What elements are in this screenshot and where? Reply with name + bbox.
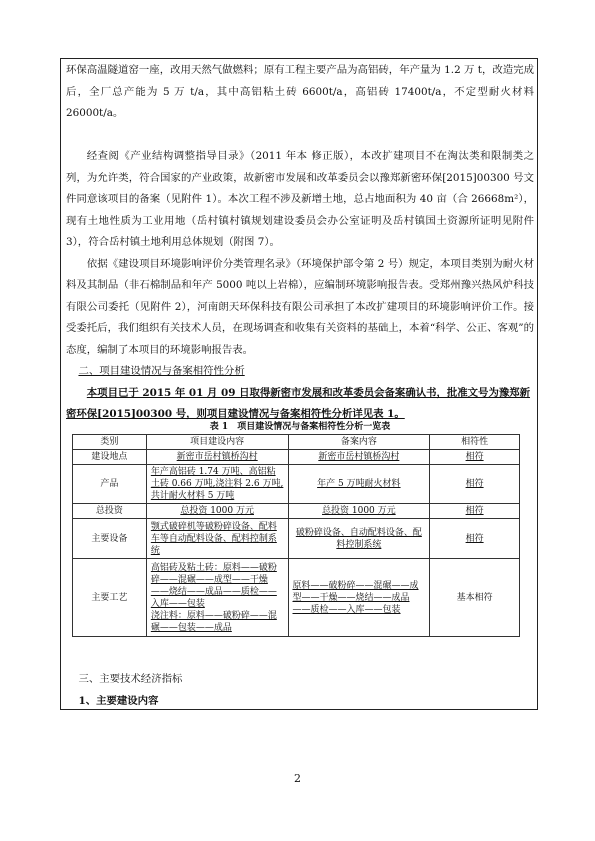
section-3-subheading: 1、主要建设内容: [78, 695, 159, 707]
table-row: [73, 519, 520, 559]
cell-filing: 原料——破粉碎——混碾——成型——干燥——烧结——成品——质检——入库——包装: [288, 559, 430, 637]
paragraph-2: 经查阅《产业结构调整指导目录》（2011 年本 修正版），本改扩建项目不在淘汰类和限制类之列，为允许类，符合国家的产业政策，故新密市发展和改革委员会以豫郑新密环保[2015]00300 号文件同意该项目的备案（见附件 1）。本次工程不涉及新增土地，总占地面积为 40 亩（合 26668m²），现有土地性质为工业用地（岳村镇村镇规划建设委员会办公室证明及岳村镇国土资源所证明见附件 3），符合岳村镇土地利用总体规划（附图 7）。: [66, 150, 534, 248]
page-number: 2: [294, 772, 301, 785]
cell-construction: 颚式破碎机等破粉碎设备、配料车等自动配料设备、配料控制系统: [146, 519, 288, 559]
header-category: 类别: [73, 435, 147, 450]
cell-construction: 高铝砖及粘土砖：原料——破粉碎——混碾——成型——干燥——烧结——成品——质检——入库——包装 浇注料：原料——破粉碎——混碾——包装——成品: [146, 559, 288, 637]
cell-category: 主要设备: [73, 519, 147, 559]
header-construction: 项目建设内容: [146, 435, 288, 450]
cell-result: 相符: [430, 504, 520, 519]
cell-filing: 年产 5 万吨耐火材料: [288, 465, 430, 504]
header-result: 相符性: [430, 435, 520, 450]
table-1-caption: 表 1 项目建设情况与备案相符性分析一览表: [209, 422, 391, 432]
cell-result: 相符: [430, 465, 520, 504]
section-2-heading: 二、项目建设情况与备案相符性分析: [78, 365, 245, 377]
spacer: [66, 125, 534, 147]
document-body: [66, 60, 534, 426]
section-2-summary: 本项目已于 2015 年 01 月 09 日取得新密市发展和改革委员会备案确认书，批准文号为豫郑新密环保[2015]00300 号，则项目建设情况与备案相符性分析详见表 1。: [66, 386, 531, 420]
cell-construction: 新密市岳村镇桥沟村: [146, 450, 288, 465]
cell-construction: 年产高铝砖 1.74 万吨、高铝粘土砖 0.66 万吨,浇注料 2.6 万吨,共计耐火材料 5 万吨: [146, 465, 288, 504]
cell-result: 相符: [430, 519, 520, 559]
cell-category: 主要工艺: [73, 559, 147, 637]
cell-result: 基本相符: [430, 559, 520, 637]
cell-result: 相符: [430, 450, 520, 465]
table-row: [73, 450, 520, 465]
section-3-heading: 三、主要技术经济指标: [78, 673, 183, 685]
header-filing: 备案内容: [288, 435, 430, 450]
cell-filing: 新密市岳村镇桥沟村: [288, 450, 430, 465]
table-header-row: [73, 435, 520, 450]
table-1-block: [66, 420, 534, 637]
cell-filing: 总投资 1000 万元: [288, 504, 430, 519]
cell-filing: 破粉碎设备、自动配料设备、配料控制系统: [288, 519, 430, 559]
table-1: [72, 434, 520, 637]
table-row: [73, 465, 520, 504]
paragraph-3: 依据《建设项目环境影响评价分类管理名录》（环境保护部令第 2 号）规定，本项目类别为耐火材料及其制品（非石棉制品和年产 5000 吨以上岩棉），应编制环境影响报告表。受郑州豫兴热风炉科技有限公司委托（见附件 2），河南朗天环保科技有限公司承担了本改扩建项目的环境影响评价工作。接受委托后，我们组织有关技术人员，在现场调查和收集有关资料的基础上，本着“科学、公正、客观”的态度，编制了本项目的环境影响报告表。: [66, 257, 534, 356]
paragraph-1: 环保高温隧道窑一座，改用天然气做燃料；原有工程主要产品为高铝砖，年产量为 1.2 万 t，改造完成后，全厂总产能为 5 万 t/a，其中高铝粘土砖 6600t/a，高铝砖 17400t/a，不定型耐火材料 26000t/a。: [66, 64, 534, 119]
cell-construction: 总投资 1000 万元: [146, 504, 288, 519]
section-3: [66, 668, 534, 712]
table-row: [73, 559, 520, 637]
cell-category: 总投资: [73, 504, 147, 519]
cell-category: 建设地点: [73, 450, 147, 465]
cell-category: 产品: [73, 465, 147, 504]
table-row: [73, 504, 520, 519]
